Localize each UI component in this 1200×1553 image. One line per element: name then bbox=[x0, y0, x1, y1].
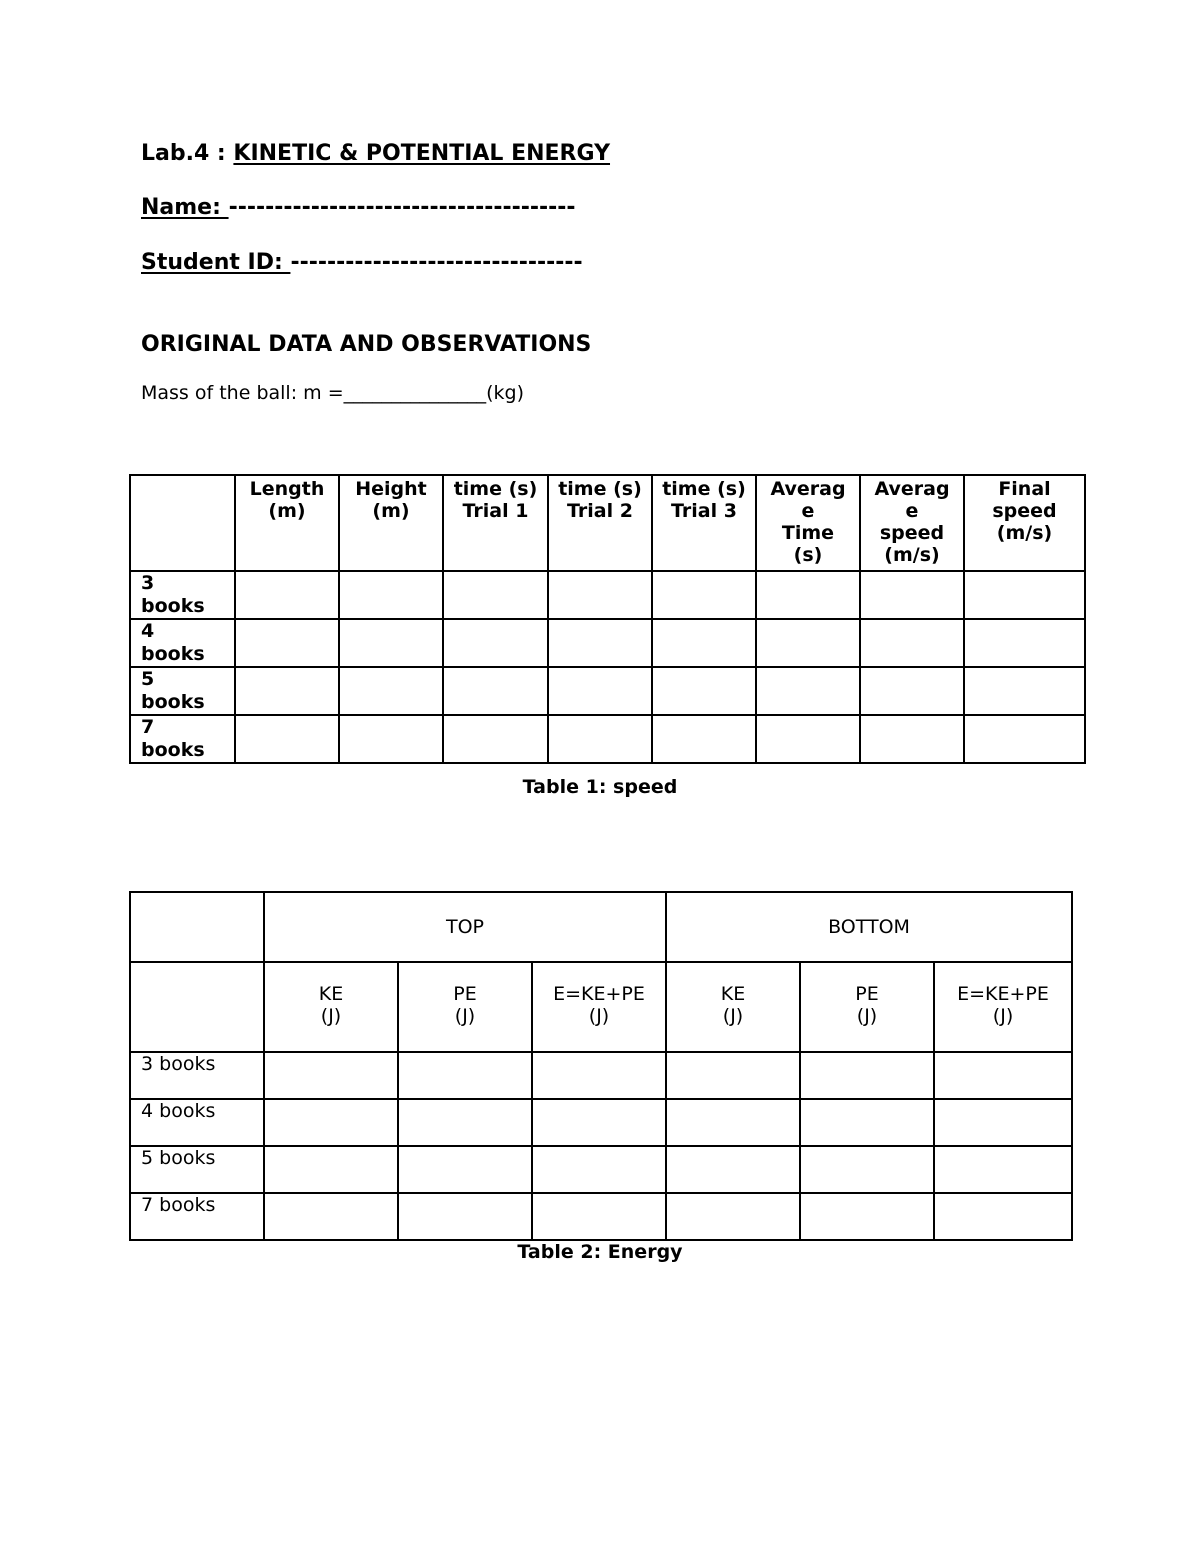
data-entry-cell[interactable] bbox=[860, 619, 964, 667]
column-header-line: (m/s) bbox=[884, 544, 940, 566]
data-entry-cell[interactable] bbox=[548, 667, 652, 715]
column-header bbox=[964, 475, 1085, 571]
table-row bbox=[130, 1193, 1072, 1240]
data-entry-cell[interactable] bbox=[398, 1146, 532, 1193]
row-label: 3 books bbox=[130, 1052, 264, 1099]
row-label: 7 books bbox=[130, 1193, 264, 1240]
column-header-line: (m) bbox=[372, 500, 410, 522]
row-label-line: books bbox=[141, 739, 205, 761]
column-header-line: KE bbox=[720, 983, 746, 1005]
empty-header-cell bbox=[130, 962, 264, 1052]
row-label bbox=[130, 715, 235, 763]
data-entry-cell[interactable] bbox=[964, 571, 1085, 619]
column-header-line: e bbox=[905, 500, 919, 522]
data-entry-cell[interactable] bbox=[235, 667, 339, 715]
data-entry-cell[interactable] bbox=[398, 1193, 532, 1240]
data-entry-cell[interactable] bbox=[860, 667, 964, 715]
energy-table bbox=[129, 891, 1073, 1241]
data-entry-cell[interactable] bbox=[860, 715, 964, 763]
data-entry-cell[interactable] bbox=[264, 1052, 398, 1099]
column-header-line: (m) bbox=[268, 500, 306, 522]
data-entry-cell[interactable] bbox=[339, 715, 443, 763]
column-header-line: E=KE+PE bbox=[553, 983, 645, 1005]
data-entry-cell[interactable] bbox=[548, 715, 652, 763]
data-entry-cell[interactable] bbox=[339, 667, 443, 715]
column-header-line: (J) bbox=[856, 1005, 878, 1027]
lab-title-line bbox=[141, 141, 610, 166]
table-row bbox=[130, 571, 1085, 619]
data-entry-cell[interactable] bbox=[235, 571, 339, 619]
data-entry-cell[interactable] bbox=[800, 1099, 934, 1146]
data-entry-cell[interactable] bbox=[934, 1099, 1072, 1146]
column-header-line: speed bbox=[879, 522, 945, 544]
table-row bbox=[130, 715, 1085, 763]
row-label-line: 5 bbox=[141, 668, 155, 690]
data-entry-cell[interactable] bbox=[339, 619, 443, 667]
column-header-line: (J) bbox=[320, 1005, 342, 1027]
data-entry-cell[interactable] bbox=[756, 619, 860, 667]
data-entry-cell[interactable] bbox=[264, 1099, 398, 1146]
column-header-line: Length bbox=[249, 478, 325, 500]
section-heading: ORIGINAL DATA AND OBSERVATIONS bbox=[141, 332, 592, 357]
data-entry-cell[interactable] bbox=[800, 1146, 934, 1193]
table-row bbox=[130, 619, 1085, 667]
column-header bbox=[264, 962, 398, 1052]
data-entry-cell[interactable] bbox=[652, 667, 756, 715]
lab-number: Lab.4 : bbox=[141, 141, 234, 166]
column-header bbox=[860, 475, 964, 571]
row-label bbox=[130, 667, 235, 715]
column-header-line: (m/s) bbox=[996, 522, 1053, 544]
column-header-line: (s) bbox=[793, 544, 823, 566]
data-entry-cell[interactable] bbox=[800, 1193, 934, 1240]
table-row bbox=[130, 1146, 1072, 1193]
data-entry-cell[interactable] bbox=[443, 619, 548, 667]
mass-unit: (kg) bbox=[486, 382, 525, 404]
data-entry-cell[interactable] bbox=[532, 1052, 666, 1099]
data-entry-cell[interactable] bbox=[934, 1052, 1072, 1099]
column-header-line: KE bbox=[318, 983, 344, 1005]
student-id-blank[interactable]: -------------------------------- bbox=[290, 250, 583, 275]
group-header-top: TOP bbox=[264, 892, 666, 962]
column-header bbox=[548, 475, 652, 571]
row-label-line: books bbox=[141, 691, 205, 713]
data-entry-cell[interactable] bbox=[548, 571, 652, 619]
column-header-line: E=KE+PE bbox=[957, 983, 1049, 1005]
data-entry-cell[interactable] bbox=[264, 1193, 398, 1240]
data-entry-cell[interactable] bbox=[548, 619, 652, 667]
student-id-label: Student ID: bbox=[141, 250, 291, 275]
column-header-line: Trial 2 bbox=[567, 500, 633, 522]
column-header bbox=[339, 475, 443, 571]
column-header-line: e bbox=[801, 500, 815, 522]
data-entry-cell[interactable] bbox=[756, 571, 860, 619]
column-header bbox=[532, 962, 666, 1052]
table-1-caption: Table 1: speed bbox=[522, 776, 678, 798]
data-entry-cell[interactable] bbox=[934, 1146, 1072, 1193]
column-header bbox=[443, 475, 548, 571]
data-entry-cell[interactable] bbox=[964, 667, 1085, 715]
table-row bbox=[130, 1099, 1072, 1146]
row-label: 5 books bbox=[130, 1146, 264, 1193]
data-entry-cell[interactable] bbox=[666, 1052, 800, 1099]
column-header-line: (J) bbox=[588, 1005, 610, 1027]
column-header bbox=[666, 962, 800, 1052]
data-entry-cell[interactable] bbox=[443, 571, 548, 619]
column-header-line: time (s) bbox=[453, 478, 538, 500]
row-label-line: 3 bbox=[141, 572, 155, 594]
column-header bbox=[398, 962, 532, 1052]
data-entry-cell[interactable] bbox=[532, 1099, 666, 1146]
data-entry-cell[interactable] bbox=[860, 571, 964, 619]
column-header-line: PE bbox=[453, 983, 477, 1005]
column-header-line: speed bbox=[992, 500, 1057, 522]
column-header bbox=[235, 475, 339, 571]
row-label-line: books bbox=[141, 595, 205, 617]
column-header-line: Trial 3 bbox=[671, 500, 737, 522]
data-entry-cell[interactable] bbox=[652, 715, 756, 763]
data-entry-cell[interactable] bbox=[235, 619, 339, 667]
column-header bbox=[800, 962, 934, 1052]
row-label-line: 7 bbox=[141, 716, 155, 738]
column-header-line: Time bbox=[781, 522, 835, 544]
row-label-line: books bbox=[141, 643, 205, 665]
column-header bbox=[934, 962, 1072, 1052]
group-header-bottom: BOTTOM bbox=[666, 892, 1072, 962]
data-entry-cell[interactable] bbox=[756, 715, 860, 763]
data-entry-cell[interactable] bbox=[443, 715, 548, 763]
name-blank[interactable]: -------------------------------------- bbox=[228, 195, 576, 220]
data-entry-cell[interactable] bbox=[532, 1146, 666, 1193]
data-entry-cell[interactable] bbox=[934, 1193, 1072, 1240]
row-label bbox=[130, 619, 235, 667]
student-id-field-line bbox=[141, 250, 583, 275]
column-header-line: Trial 1 bbox=[462, 500, 529, 522]
column-header-line: (J) bbox=[454, 1005, 476, 1027]
data-entry-cell[interactable] bbox=[339, 571, 443, 619]
data-entry-cell[interactable] bbox=[398, 1099, 532, 1146]
data-entry-cell[interactable] bbox=[652, 619, 756, 667]
speed-table-header-row bbox=[130, 475, 1085, 571]
data-entry-cell[interactable] bbox=[800, 1052, 934, 1099]
column-header-line: time (s) bbox=[662, 478, 746, 500]
row-label: 4 books bbox=[130, 1099, 264, 1146]
name-field-line bbox=[141, 195, 576, 220]
column-header-line: Averag bbox=[770, 478, 846, 500]
column-header-line: Averag bbox=[874, 478, 950, 500]
table-row bbox=[130, 667, 1085, 715]
table-2-caption: Table 2: Energy bbox=[517, 1241, 683, 1263]
data-entry-cell[interactable] bbox=[666, 1099, 800, 1146]
mass-blank[interactable]: _______________ bbox=[343, 382, 487, 404]
speed-table bbox=[129, 474, 1086, 764]
energy-table-group-row bbox=[130, 892, 1072, 962]
row-label-line: 4 bbox=[141, 620, 155, 642]
data-entry-cell[interactable] bbox=[756, 667, 860, 715]
energy-table-subheader-row bbox=[130, 962, 1072, 1052]
data-entry-cell[interactable] bbox=[532, 1193, 666, 1240]
data-entry-cell[interactable] bbox=[652, 571, 756, 619]
column-header-line: time (s) bbox=[558, 478, 642, 500]
lab-title: KINETIC & POTENTIAL ENERGY bbox=[233, 141, 611, 166]
column-header bbox=[756, 475, 860, 571]
empty-header-cell bbox=[130, 475, 235, 571]
data-entry-cell[interactable] bbox=[235, 715, 339, 763]
data-entry-cell[interactable] bbox=[666, 1193, 800, 1240]
column-header-line: Final bbox=[998, 478, 1051, 500]
mass-field-line bbox=[141, 382, 524, 404]
data-entry-cell[interactable] bbox=[666, 1146, 800, 1193]
data-entry-cell[interactable] bbox=[964, 715, 1085, 763]
data-entry-cell[interactable] bbox=[398, 1052, 532, 1099]
column-header-line: PE bbox=[855, 983, 879, 1005]
table-row bbox=[130, 1052, 1072, 1099]
column-header-line: (J) bbox=[992, 1005, 1014, 1027]
row-label bbox=[130, 571, 235, 619]
mass-label: Mass of the ball: m = bbox=[141, 382, 344, 404]
data-entry-cell[interactable] bbox=[264, 1146, 398, 1193]
column-header-line: Height bbox=[355, 478, 427, 500]
data-entry-cell[interactable] bbox=[443, 667, 548, 715]
empty-header-cell bbox=[130, 892, 264, 962]
column-header bbox=[652, 475, 756, 571]
column-header-line: (J) bbox=[722, 1005, 744, 1027]
data-entry-cell[interactable] bbox=[964, 619, 1085, 667]
name-label: Name: bbox=[141, 195, 229, 220]
